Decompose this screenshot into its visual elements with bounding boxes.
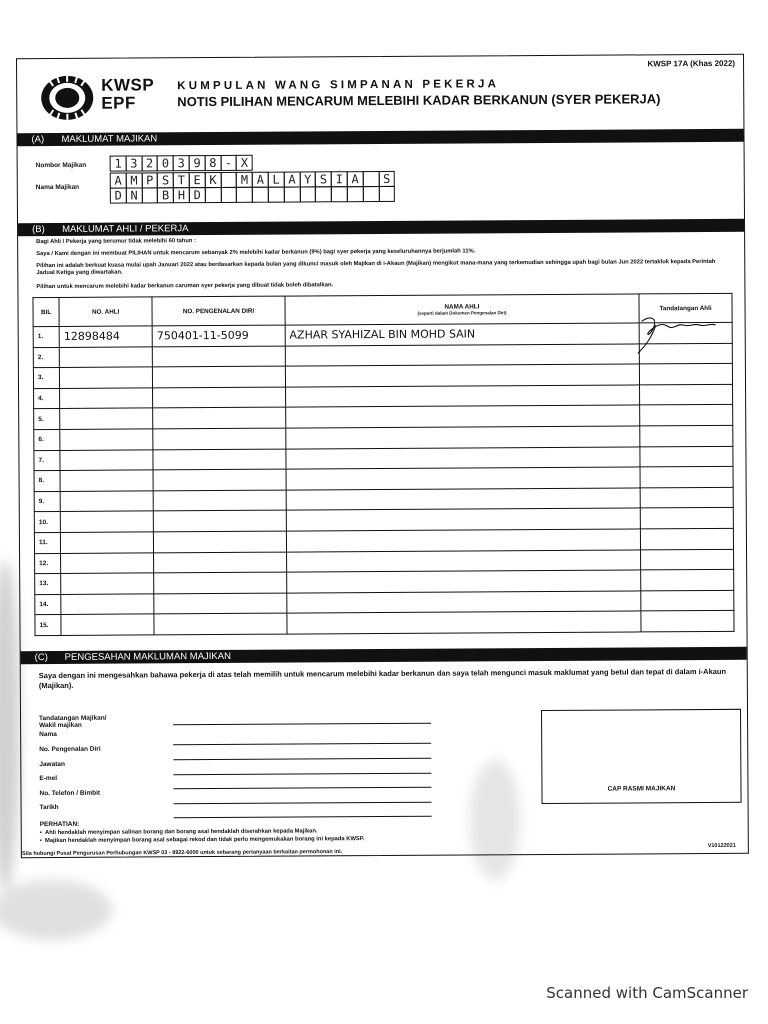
attention-item-2: • Majikan hendaklah menyimpan borang asal sebagai rekod dan tidak perlu mengemukakan borang ini kepada KWSP. bbox=[39, 836, 365, 845]
employer-name-char-box[interactable] bbox=[268, 187, 285, 203]
member-number-cell[interactable] bbox=[60, 491, 153, 512]
employer-field-line[interactable] bbox=[173, 723, 431, 726]
employer-name-char-box[interactable]: H bbox=[173, 187, 190, 203]
camscanner-watermark: Scanned with CamScanner bbox=[546, 984, 748, 1002]
member-row-number: 12. bbox=[35, 553, 61, 574]
member-id-cell[interactable] bbox=[153, 469, 286, 490]
member-name-cell[interactable] bbox=[285, 344, 639, 367]
employer-field-line[interactable] bbox=[174, 802, 432, 805]
member-row-number: 4. bbox=[34, 388, 60, 409]
employer-name-char-box[interactable]: D bbox=[189, 187, 206, 203]
employer-name-char-box[interactable] bbox=[331, 186, 348, 202]
kwsp-emblem-icon bbox=[39, 74, 95, 122]
employer-name-char-box[interactable]: M bbox=[236, 172, 253, 188]
employer-name-char-box[interactable]: B bbox=[157, 187, 174, 203]
employer-name-char-box[interactable]: Y bbox=[299, 171, 316, 187]
choice-note: Saya / Kami dengan ini membuat PILIHAN untuk mencarum sebanyak 2% melebihi kadar berkanun (9%) bagi syer pekerja yang keseluruhannya berjumlah 11%. bbox=[36, 248, 476, 258]
member-name-cell[interactable] bbox=[286, 570, 640, 593]
member-signature-cell[interactable] bbox=[640, 508, 733, 529]
employer-name-field[interactable] bbox=[110, 171, 395, 203]
section-a-header: (A) MAKLUMAT MAJIKAN bbox=[17, 129, 743, 146]
employer-field-label: No. Telefon / Bimbit bbox=[39, 789, 101, 798]
member-number-cell[interactable] bbox=[61, 552, 154, 573]
employer-field-label: No. Pengenalan Diri bbox=[39, 745, 101, 754]
attention-title: PERHATIAN: bbox=[39, 820, 80, 829]
employer-number-label: Nombor Majikan bbox=[35, 161, 87, 170]
employer-name-char-box[interactable] bbox=[284, 186, 301, 202]
employer-name-char-box[interactable] bbox=[220, 172, 237, 188]
member-id-cell[interactable] bbox=[153, 387, 286, 408]
employer-name-char-box[interactable]: D bbox=[110, 188, 127, 204]
employer-field-label: E-mel bbox=[39, 774, 58, 783]
employer-name-char-box[interactable]: N bbox=[126, 187, 143, 203]
employer-name-char-box[interactable]: A bbox=[283, 171, 300, 187]
member-table-header bbox=[33, 293, 732, 326]
member-id-cell[interactable] bbox=[152, 346, 285, 367]
col-id-no: NO. PENGENALAN DIRI bbox=[152, 296, 285, 326]
employer-number-char-box[interactable]: 1 bbox=[110, 156, 127, 172]
irrevocable-note: Pilihan untuk mencarum melebihi kadar berkanun caruman syer pekerja yang dibuat tidak boleh dibatalkan. bbox=[36, 282, 334, 291]
col-member-name: NAMA AHLI (seperti dalam Dokumen Pengenalan Diri) bbox=[285, 294, 639, 325]
employer-field-label: Tandatangan Majikan/ Wakil majikan bbox=[39, 714, 107, 730]
member-number-cell[interactable]: 12898484 bbox=[59, 326, 152, 347]
member-id-cell[interactable] bbox=[154, 572, 287, 593]
employer-name-box-row bbox=[110, 186, 394, 204]
employer-name-char-box[interactable] bbox=[347, 186, 364, 202]
member-name-cell[interactable] bbox=[285, 405, 639, 428]
member-id-cell[interactable] bbox=[154, 593, 287, 614]
member-row-number: 7. bbox=[34, 450, 60, 471]
employer-name-char-box[interactable] bbox=[220, 187, 237, 203]
employer-name-char-box[interactable]: S bbox=[378, 171, 395, 187]
employer-number-field[interactable] bbox=[110, 155, 252, 172]
member-id-cell[interactable]: 750401-11-5099 bbox=[152, 325, 285, 346]
member-row-number: 2. bbox=[33, 347, 59, 368]
member-id-cell[interactable] bbox=[153, 531, 286, 552]
col-member-signature: Tandatangan Ahli bbox=[639, 293, 732, 323]
employer-name-char-box[interactable]: L bbox=[268, 172, 285, 188]
member-name-cell[interactable] bbox=[287, 611, 641, 634]
employer-name-char-box[interactable]: K bbox=[204, 172, 221, 188]
member-id-cell[interactable] bbox=[152, 366, 285, 387]
member-name-cell[interactable] bbox=[285, 364, 639, 387]
member-name-cell[interactable] bbox=[286, 467, 640, 490]
employer-name-char-box[interactable] bbox=[205, 187, 222, 203]
member-signature-cell[interactable] bbox=[639, 384, 732, 405]
employer-name-char-box[interactable] bbox=[299, 186, 316, 202]
employer-stamp-box[interactable] bbox=[541, 709, 742, 804]
employer-field-label: Tarikh bbox=[39, 803, 59, 812]
scan-smudge-center bbox=[470, 760, 520, 880]
member-signature-cell[interactable] bbox=[641, 569, 734, 590]
employer-name-char-box[interactable]: S bbox=[157, 172, 174, 188]
form-code: KWSP 17A (Khas 2022) bbox=[647, 58, 736, 69]
col-member-no: NO. AHLI bbox=[59, 297, 152, 327]
member-number-cell[interactable] bbox=[60, 408, 153, 429]
employer-name-char-box[interactable] bbox=[315, 186, 332, 202]
member-number-cell[interactable] bbox=[60, 511, 153, 532]
member-row-number: 10. bbox=[34, 512, 60, 533]
attention-item-1: • Ahli hendaklah menyimpan salinan borang dan borang asal hendaklah diserahkan kepada Majikan. bbox=[39, 828, 318, 837]
employer-name-char-box[interactable] bbox=[363, 186, 380, 202]
member-number-cell[interactable] bbox=[60, 429, 153, 450]
employer-number-char-box[interactable]: X bbox=[236, 155, 253, 171]
member-signature-cell[interactable] bbox=[639, 343, 732, 364]
employer-name-char-box[interactable]: A bbox=[347, 171, 364, 187]
member-signature-cell[interactable] bbox=[640, 528, 733, 549]
document-title: NOTIS PILIHAN MENCARUM MELEBIHI KADAR BERKANUN (SYER PEKERJA) bbox=[177, 91, 661, 110]
member-number-cell[interactable] bbox=[60, 388, 153, 409]
member-name-cell[interactable] bbox=[286, 488, 640, 511]
employer-name-char-box[interactable]: M bbox=[126, 172, 143, 188]
employer-field-label: Jawatan bbox=[39, 760, 65, 769]
employer-field-line[interactable] bbox=[173, 787, 431, 790]
section-c-header: (C) PENGESAHAN MAKLUMAN MAJIKAN bbox=[21, 647, 747, 664]
member-number-cell[interactable] bbox=[61, 573, 154, 594]
member-name-cell[interactable]: AZHAR SYAHIZAL BIN MOHD SAIN bbox=[285, 323, 639, 346]
employer-name-char-box[interactable]: A bbox=[110, 173, 127, 189]
contact-note: Sila hubungi Pusat Pengurusan Perhubungan KWSP 03 - 8922-6000 untuk sebarang pertanyaan berkaitan permohonan ini. bbox=[21, 849, 343, 857]
member-row-number: 1. bbox=[33, 326, 59, 347]
employer-number-char-box[interactable]: 8 bbox=[204, 155, 221, 171]
member-id-cell[interactable] bbox=[154, 552, 287, 573]
section-b-header: (B) MAKLUMAT AHLI / PEKERJA bbox=[18, 219, 744, 236]
col-bil: BIL bbox=[33, 297, 59, 326]
member-number-cell[interactable] bbox=[61, 594, 154, 615]
employer-number-char-box[interactable]: 9 bbox=[189, 155, 206, 171]
form-version: V10122021 bbox=[707, 842, 736, 850]
member-id-cell[interactable] bbox=[153, 510, 286, 531]
employer-name-char-box[interactable]: T bbox=[173, 172, 190, 188]
employer-name-char-box[interactable]: I bbox=[331, 171, 348, 187]
member-name-cell[interactable] bbox=[286, 426, 640, 449]
employer-number-char-box[interactable]: 3 bbox=[173, 155, 190, 171]
member-row bbox=[35, 611, 734, 636]
employer-name-char-box[interactable] bbox=[252, 187, 269, 203]
employer-field-line[interactable] bbox=[173, 773, 431, 776]
member-signature-cell[interactable] bbox=[641, 590, 734, 611]
member-id-cell[interactable] bbox=[153, 428, 286, 449]
member-row-number: 15. bbox=[35, 615, 61, 636]
employer-name-char-box[interactable] bbox=[362, 171, 379, 187]
employer-number-char-box[interactable]: - bbox=[220, 155, 237, 171]
member-row-number: 9. bbox=[34, 491, 60, 512]
member-signature-cell[interactable] bbox=[639, 322, 732, 343]
member-id-cell[interactable] bbox=[153, 490, 286, 511]
employer-name-char-box[interactable] bbox=[378, 186, 395, 202]
age-note: Bagi Ahli / Pekerja yang berumur tidak melebihi 60 tahun : bbox=[36, 238, 197, 246]
member-name-cell[interactable] bbox=[286, 549, 640, 572]
employer-field-line[interactable] bbox=[173, 758, 431, 761]
member-name-cell[interactable] bbox=[287, 591, 641, 614]
member-row-number: 14. bbox=[35, 594, 61, 615]
member-row-number: 11. bbox=[34, 532, 60, 553]
member-row-number: 6. bbox=[34, 429, 60, 450]
employer-declaration: Saya dengan ini mengesahkan bahawa pekerja di atas telah memilih untuk mencarum melebihi kadar berkanun dan saya telah mengunci masuk maklumat yang betul dan tepat di dalam i-Akaun (Majikan). bbox=[38, 666, 727, 691]
member-id-cell[interactable] bbox=[154, 613, 287, 634]
member-number-cell[interactable] bbox=[60, 470, 153, 491]
employer-name-char-box[interactable]: S bbox=[315, 171, 332, 187]
member-number-cell[interactable] bbox=[59, 346, 152, 367]
member-row-number: 13. bbox=[35, 574, 61, 595]
employer-field-label: Nama bbox=[39, 730, 57, 739]
member-row-number: 8. bbox=[34, 471, 60, 492]
member-id-cell[interactable] bbox=[153, 407, 286, 428]
employer-number-char-box[interactable]: 0 bbox=[157, 155, 174, 171]
effective-note: Pilihan ini adalah berkuat kuasa mulai upah Januari 2022 atau berdasarkan kepada bulan yang dikunci masuk oleh Majikan di i-Akaun (Majikan) mengikut mana-mana yang terkemudian sehingga upah bagi bulan Jun 2022 tertakluk kepada Perintah Jadual Ketiga yang diwartakan. bbox=[36, 258, 716, 277]
employer-field-line[interactable] bbox=[174, 816, 432, 819]
member-name-cell[interactable] bbox=[286, 446, 640, 469]
scan-shadow-bottom-left bbox=[0, 880, 112, 940]
employer-name-char-box[interactable]: A bbox=[252, 172, 269, 188]
employer-name-char-box[interactable]: E bbox=[189, 172, 206, 188]
member-signature-cell[interactable] bbox=[640, 446, 733, 467]
employer-name-label: Nama Majikan bbox=[35, 183, 80, 192]
kwsp-17a-form bbox=[16, 54, 749, 858]
member-id-cell[interactable] bbox=[153, 449, 286, 470]
member-row-number: 5. bbox=[34, 409, 60, 430]
member-number-cell[interactable] bbox=[60, 449, 153, 470]
stamp-label: CAP RASMI MAJIKAN bbox=[607, 785, 676, 793]
member-signature-cell[interactable] bbox=[641, 611, 734, 632]
member-number-cell[interactable] bbox=[60, 367, 153, 388]
member-signature-cell[interactable] bbox=[640, 487, 733, 508]
member-signature-cell[interactable] bbox=[640, 549, 733, 570]
employer-name-char-box[interactable] bbox=[236, 187, 253, 203]
employer-number-char-box[interactable]: 2 bbox=[141, 155, 158, 171]
member-signature-cell[interactable] bbox=[640, 467, 733, 488]
member-name-cell[interactable] bbox=[286, 508, 640, 531]
member-table bbox=[32, 293, 734, 636]
member-name-cell[interactable] bbox=[286, 529, 640, 552]
member-number-cell[interactable] bbox=[61, 532, 154, 553]
employer-name-char-box[interactable] bbox=[141, 187, 158, 203]
employer-number-char-box[interactable]: 3 bbox=[125, 155, 142, 171]
logo-text: KWSP EPF bbox=[101, 75, 155, 113]
member-number-cell[interactable] bbox=[61, 614, 154, 635]
member-signature-cell[interactable] bbox=[640, 405, 733, 426]
member-name-cell[interactable] bbox=[285, 385, 639, 408]
member-signature-cell[interactable] bbox=[639, 364, 732, 385]
member-row-number: 3. bbox=[33, 368, 59, 389]
kwsp-logo bbox=[39, 70, 159, 125]
employer-field-line[interactable] bbox=[173, 743, 431, 746]
scan-shadow-left bbox=[0, 560, 20, 890]
employer-name-char-box[interactable]: P bbox=[141, 172, 158, 188]
org-name: KUMPULAN WANG SIMPANAN PEKERJA bbox=[177, 78, 500, 93]
member-signature-cell[interactable] bbox=[640, 425, 733, 446]
